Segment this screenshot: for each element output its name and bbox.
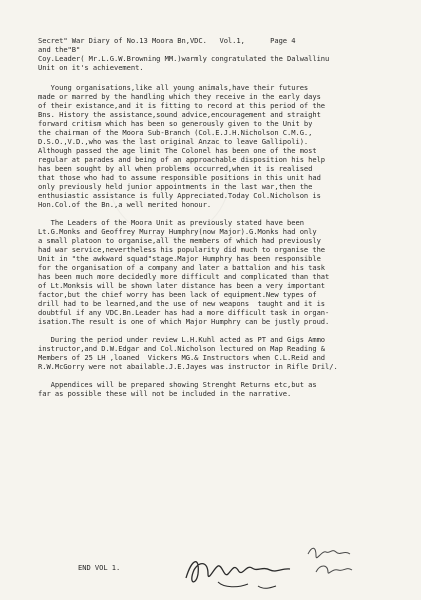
body-text-line: R.W.McGorry were not abailable.J.E.Jayes was instructor in Rifle Dril/. (38, 362, 338, 371)
body-text-line: of their existance,and it is fitting to record at this period of the (38, 101, 326, 110)
body-text-line: Lt.G.Monks and Geoffrey Murray Humphry(now Major).G.Monks had only (38, 227, 317, 236)
body-text-line: Members of 25 LH ,loaned Vickers MG.& Instructors when C.L.Reid and (38, 353, 326, 362)
body-text-line: enthusiastic assistance is fully Appreciated.Today Col.Nicholson is (38, 191, 321, 200)
body-text-line: regular at parades and being of an approachable disposition his help (38, 155, 326, 164)
secondary-signature (302, 540, 358, 580)
body-text-line: During the period under review L.H.Kuhl acted as PT and Gigs Ammo (38, 335, 326, 344)
body-text-line: has been sought by all when problems occurred,when it is realised (38, 164, 313, 173)
body-text-line: Bns. History the assistance,sound advice,encouragement and straight (38, 110, 321, 119)
body-text-line: Young organisations,like all young animals,have their futures (38, 83, 309, 92)
body-text-line: forward critism which has been so generously given to the Unit by (38, 119, 313, 128)
body-text-line: of Lt.Monksis will be shown later distance has been a very important (38, 281, 326, 290)
body-text-line: instructor,and D.W.Edgar and Col.Nicholson lectured on Map Reading & (38, 344, 326, 353)
body-text-line: Appendices will be prepared showing Strenght Returns etc,but as (38, 380, 317, 389)
body-text-line: only previously held junior appointments in the last war,then the (38, 182, 313, 191)
body-text-line: isation.The result is one of which Major Humphry can be justly proud. (38, 317, 330, 326)
body-text-line: Unit in "the awkward squad"stage.Major Humphry has been responsible (38, 254, 321, 263)
body-text-line: has been much more decidedly more difficult and complicated than that (38, 272, 330, 281)
body-text-line: doubtful if any VDC.Bn.Leader has had a more difficult task in organ- (38, 308, 330, 317)
body-text-line: factor,but the chief worry has been lack of equipment.New types of (38, 290, 317, 299)
body-text-line: a small platoon to organise,all the members of which had previously (38, 236, 321, 245)
body-text-line: Hon.Col.of the Bn.,a well merited honour. (38, 200, 212, 209)
body-text-line: for the organisation of a company and later a battalion and his task (38, 263, 326, 272)
body-text-line: far as possible these will not be included in the narrative. (38, 389, 292, 398)
body-text-line: Unit on it's achievement. (38, 63, 144, 72)
body-text-line: Although passed the age limit The Colonel has been one of the most (38, 146, 317, 155)
body-text-line: had war service,nevertheless his popularity did much to organise the (38, 245, 326, 254)
body-text-line: D.S.O.,V.D.,who was the last original Anzac to leave Gallipoli). (38, 137, 309, 146)
body-text-line: made or marred by the handling which they receive in the early days (38, 92, 321, 101)
body-text-line: and the"B" (38, 45, 81, 54)
body-text-line: that those who had to assume responsible positions in this unit had (38, 173, 321, 182)
body-text-line: the chairman of the Moora Sub-Branch (Col.E.J.H.Nicholson C.M.G., (38, 128, 313, 137)
body-text-line: drill had to be learned,and the use of new weapons taught and it is (38, 299, 326, 308)
body-text-line: The Leaders of the Moora Unit as previously stated have been (38, 218, 304, 227)
humphry-signature (178, 548, 298, 594)
body-text-line: Coy.Leader( Mr.L.G.W.Browning MM.)warmly congratulated the Dalwallinu (38, 54, 330, 63)
header-title-line: Secret" War Diary of No.13 Moora Bn,VDC. Vol.1, Page 4 (38, 36, 296, 45)
end-volume-text: END VOL 1. (78, 563, 121, 572)
